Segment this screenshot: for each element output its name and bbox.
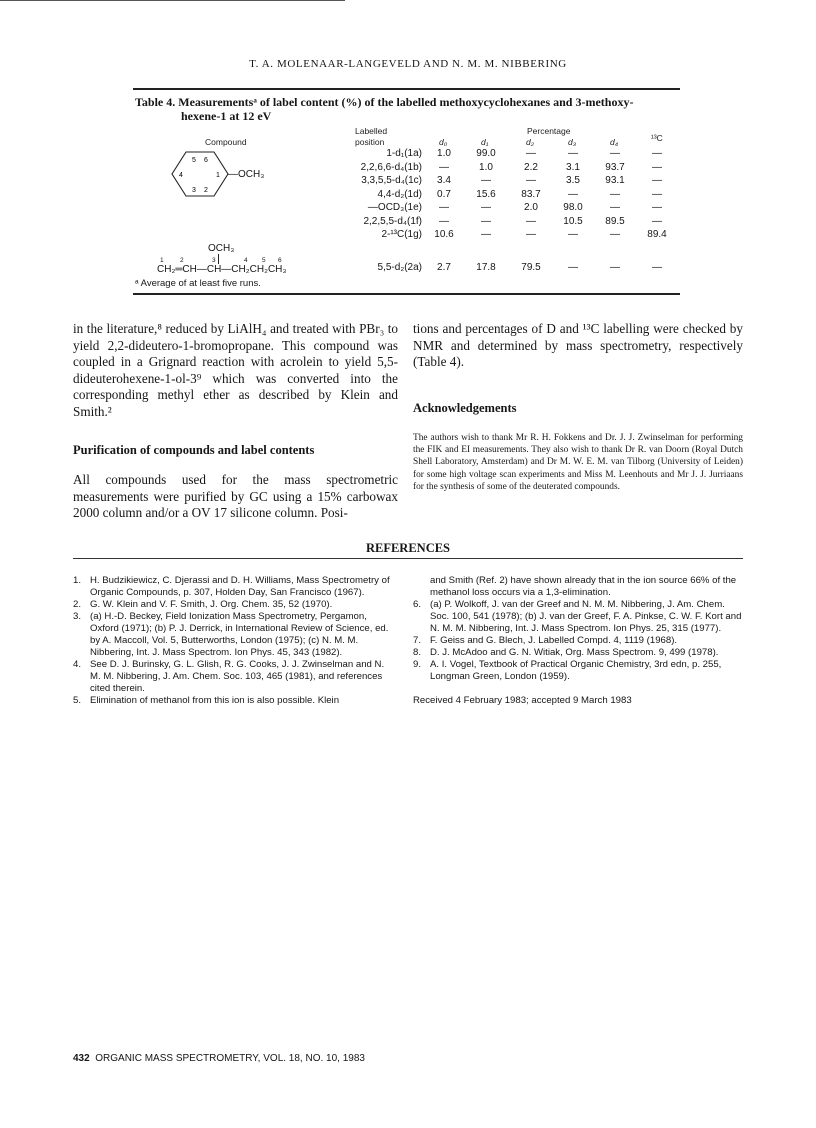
col-percentage: Percentage xyxy=(527,126,571,136)
journal-info: ORGANIC MASS SPECTROMETRY, VOL. 18, NO. 10, 1983 xyxy=(95,1053,365,1064)
cell-d2: 2.2 xyxy=(524,162,538,173)
cell-d4: — xyxy=(610,148,620,159)
cell-d1: 15.6 xyxy=(476,189,496,200)
chain-number-5: 5 xyxy=(262,257,266,264)
chain-number-2: 2 xyxy=(180,257,184,264)
reference-text: F. Geiss and G. Blech, J. Labelled Compd. 4, 1119 (1968). xyxy=(430,635,678,646)
cell-d3: — xyxy=(568,189,578,200)
reference-number: 8. xyxy=(413,647,422,658)
col-labelled-1: Labelled xyxy=(355,126,388,136)
cell-d4: 89.5 xyxy=(605,216,625,227)
col-13c: ¹³C xyxy=(651,133,663,143)
col-d1: d₁ xyxy=(481,137,489,147)
cell-d4: 93.7 xyxy=(605,162,625,173)
col-compound: Compound xyxy=(205,137,247,147)
col-d3: d₃ xyxy=(568,137,577,147)
reference-text: A. I. Vogel, Textbook of Practical Organic Chemistry, 3rd edn, p. 255, Longman Green, London (1959). xyxy=(430,659,722,682)
table-top-rule xyxy=(133,88,680,90)
cell-c13: — xyxy=(652,162,662,173)
table-caption-line1: Table 4. Measurementsᵃ of label content (%) of the labelled methoxycyclohexanes and 3-methoxy- xyxy=(135,95,634,109)
ring-number-5: 5 xyxy=(192,157,196,164)
cell-labelled-position: 4,4-d₂(1d) xyxy=(377,189,422,200)
references-left-column xyxy=(73,575,396,707)
reference-item xyxy=(413,575,743,599)
cell-labelled-position: 5,5-d₂(2a) xyxy=(377,262,422,273)
cell-d3: 3.5 xyxy=(566,175,580,186)
reference-number: 1. xyxy=(73,575,82,586)
reference-number: 4. xyxy=(73,659,82,670)
reference-text: See D. J. Burinsky, G. L. Glish, R. G. Cooks, J. J. Zwinselman and N. M. M. Nibbering, J. Am. Chem. Soc. 103, 465 (1981), and references cited therein. xyxy=(90,659,385,694)
cell-d0: 3.4 xyxy=(437,175,451,186)
cell-c13: — xyxy=(652,216,662,227)
chain-substituent: OCH₃ xyxy=(208,243,235,254)
page-footer xyxy=(73,1053,365,1064)
reference-item xyxy=(73,599,396,611)
ring-number-6: 6 xyxy=(204,157,208,164)
chain-number-1: 1 xyxy=(160,257,164,264)
reference-text: Elimination of methanol from this ion is also possible. Klein xyxy=(90,695,340,706)
cell-d0: 2.7 xyxy=(437,262,451,273)
cell-labelled-position: 2,2,6,6-d₄(1b) xyxy=(360,162,422,173)
cell-d2: 79.5 xyxy=(521,262,541,273)
col-labelled-2: position xyxy=(355,137,385,147)
references-heading: REFERENCES xyxy=(365,541,451,555)
reference-item xyxy=(413,635,743,647)
col-d4: d₄ xyxy=(610,137,619,147)
cell-c13: — xyxy=(652,262,662,273)
cell-d3: — xyxy=(568,262,578,273)
cell-d2: 2.0 xyxy=(524,202,538,213)
cell-d3: — xyxy=(568,229,578,240)
cell-d0: 0.7 xyxy=(437,189,451,200)
cell-c13: — xyxy=(652,175,662,186)
reference-item xyxy=(73,575,396,599)
cell-d1: — xyxy=(481,175,491,186)
table-footnote: ᵃ Average of at least five runs. xyxy=(135,278,261,289)
reference-number: 7. xyxy=(413,635,422,646)
running-head: T. A. MOLENAAR-LANGEVELD AND N. M. M. NIBBERING xyxy=(249,58,567,70)
ring-number-2: 2 xyxy=(204,187,208,194)
cell-d4: 93.1 xyxy=(605,175,625,186)
cell-d2: — xyxy=(526,175,536,186)
acknowledgements-heading: Acknowledgements xyxy=(413,401,517,415)
reference-item xyxy=(413,647,743,659)
reference-text: (a) H.-D. Beckey, Field Ionization Mass Spectrometry, Pergamon, Oxford (1971); (b) P. J. Derrick, in International Review of Science, ed. by A. Maccoll, Vol. 5, Butterworths, London (1975); (c) N. M. M. Nibbering, Int. J. Mass Spectrom. Ion Phys. 45, 343 (1982). xyxy=(90,611,389,658)
cell-d2: — xyxy=(526,216,536,227)
reference-number: 6. xyxy=(413,599,422,610)
reference-text: G. W. Klein and V. F. Smith, J. Org. Chem. 35, 52 (1970). xyxy=(90,599,333,610)
cyclohexane-ring-structure xyxy=(170,150,230,200)
cell-d3: — xyxy=(568,148,578,159)
cell-d3: 3.1 xyxy=(566,162,580,173)
reference-text: D. J. McAdoo and G. N. Witiak, Org. Mass Spectrom. 9, 499 (1978). xyxy=(430,647,719,658)
table-caption-line2: hexene-1 at 12 eV xyxy=(181,109,272,123)
ring-number-3: 3 xyxy=(192,187,196,194)
cell-d3: 98.0 xyxy=(563,202,583,213)
chain-number-3: 3 xyxy=(212,257,216,264)
cell-d0: — xyxy=(439,202,449,213)
chain-number-4: 4 xyxy=(244,257,248,264)
cell-labelled-position: 2-¹³C(1g) xyxy=(381,229,422,240)
cell-labelled-position: 1-d₁(1a) xyxy=(386,148,422,159)
cell-d1: — xyxy=(481,202,491,213)
references-right-column xyxy=(413,575,743,707)
reference-item xyxy=(73,611,396,659)
chain-number-6: 6 xyxy=(278,257,282,264)
reference-number: 3. xyxy=(73,611,82,622)
references-rule xyxy=(73,558,743,559)
ring-number-1: 1 xyxy=(216,172,220,179)
cell-d1: — xyxy=(481,216,491,227)
reference-number: 9. xyxy=(413,659,422,670)
reference-text: H. Budzikiewicz, C. Djerassi and D. H. Williams, Mass Spectrometry of Organic Compounds, p. 307, Holden Day, San Francisco (1967). xyxy=(90,575,390,598)
cell-d4: — xyxy=(610,202,620,213)
reference-item xyxy=(413,599,743,635)
cell-d0: 1.0 xyxy=(437,148,451,159)
column-header-rule xyxy=(0,0,345,1)
cell-d0: — xyxy=(439,162,449,173)
reference-item xyxy=(73,659,396,695)
cell-d2: 83.7 xyxy=(521,189,541,200)
table-caption xyxy=(135,95,680,123)
cell-labelled-position: —OCD₃(1e) xyxy=(367,202,422,213)
cell-d0: — xyxy=(439,216,449,227)
acknowledgements-text: The authors wish to thank Mr R. H. Fokkens and Dr. J. J. Zwinselman for performing the FIK and EI measurements. They also wish to thank Dr R. van Doorn (Royal Dutch Shell Laboratory, Amsterdam) and Dr M. W. E. M. van Tilborg (University of Leiden) for some high voltage scan experiments and Miss M. Leenhouts and Mr J. J. Jurriaans for the synthesis of some of the deuterated compounds. xyxy=(413,433,743,492)
reference-text: (a) P. Wolkoff, J. van der Greef and N. M. M. Nibbering, J. Am. Chem. Soc. 100, 541 (1978); (b) J. van der Greef, F. A. Pinkse, C. W. F. Kort and N. M. M. Nibbering, Int. J. Mass Spectrom. Ion Phys. 25, 315 (1977). xyxy=(430,599,742,634)
cell-d4: — xyxy=(610,262,620,273)
col-d0: d₀ xyxy=(439,137,448,147)
chain-bond xyxy=(218,254,219,264)
cell-d4: — xyxy=(610,229,620,240)
col-d2: d₂ xyxy=(526,137,534,147)
cell-c13: 89.4 xyxy=(647,229,667,240)
ring-substituent: —OCH₃ xyxy=(228,169,265,180)
cell-d2: — xyxy=(526,229,536,240)
reference-text: and Smith (Ref. 2) have shown already that in the ion source 66% of the methanol loss occurs via a 1,3-elimination. xyxy=(430,575,737,598)
cell-d3: 10.5 xyxy=(563,216,583,227)
cell-d4: — xyxy=(610,189,620,200)
left-paragraph-2: All compounds used for the mass spectrometric measurements were purified by GC using a 15% carbowax 2000 column and/or a OV 17 silicone column. Posi- xyxy=(73,472,398,520)
reference-number: 2. xyxy=(73,599,82,610)
left-section-heading: Purification of compounds and label contents xyxy=(73,443,315,457)
reference-item xyxy=(413,659,743,683)
cell-d2: — xyxy=(526,148,536,159)
cell-labelled-position: 2,2,5,5-d₄(1f) xyxy=(363,216,422,227)
cell-c13: — xyxy=(652,189,662,200)
cell-c13: — xyxy=(652,202,662,213)
left-paragraph-1: in the literature,⁸ reduced by LiAlH₄ and treated with PBr₃ to yield 2,2-dideutero-1-bromopropane. This compound was coupled in a Grignard reaction with acrolein to yield 5,5-dideuterohexene-1-ol-3⁹ which was converted into the corresponding methyl ether as described by Klein and Smith.² xyxy=(73,321,398,419)
chain-formula: CH₂═CH—CH—CH₂CH₂CH₃ xyxy=(157,264,287,275)
cell-d0: 10.6 xyxy=(434,229,454,240)
reference-item xyxy=(73,695,396,707)
cell-d1: 1.0 xyxy=(479,162,493,173)
cell-d1: 17.8 xyxy=(476,262,496,273)
cell-d1: 99.0 xyxy=(476,148,496,159)
reference-number: 5. xyxy=(73,695,82,706)
table-bottom-rule xyxy=(133,293,680,295)
cell-labelled-position: 3,3,5,5-d₄(1c) xyxy=(361,175,422,186)
ring-number-4: 4 xyxy=(179,172,183,179)
cell-c13: — xyxy=(652,148,662,159)
received-date: Received 4 February 1983; accepted 9 March 1983 xyxy=(413,695,632,706)
page-number: 432 xyxy=(73,1053,90,1064)
cell-d1: — xyxy=(481,229,491,240)
right-paragraph-1: tions and percentages of D and ¹³C labelling were checked by NMR and determined by mass spectrometry, respectively (Table 4). xyxy=(413,321,743,369)
